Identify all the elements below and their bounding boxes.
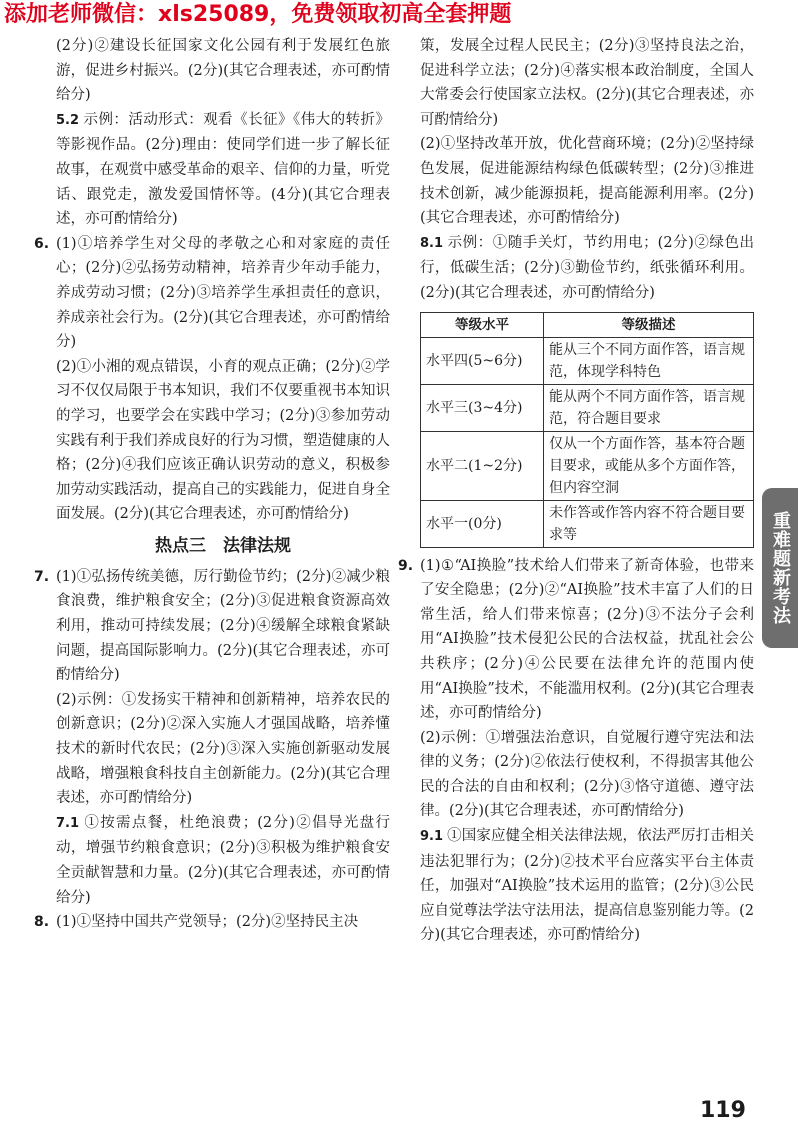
table-row [421,500,754,547]
question-number: 7. [34,568,50,585]
table-row [421,431,754,500]
description-cell: 能从两个不同方面作答，语言规范，符合题目要求 [544,384,754,431]
description-cell: 能从三个不同方面作答，语言规范，体现学科特色 [544,337,754,384]
sub-question-number: 9.1 [420,829,444,845]
section-title: 热点三 法律法规 [155,535,291,556]
side-tab-label: 重难题新考法 [770,511,791,625]
description-cell: 未作答或作答内容不符合题目要求等 [544,500,754,547]
level-cell: 水平二(1~2分) [421,431,544,500]
answer-8-1 [420,231,754,306]
question-number: 9. [398,557,414,574]
question-7 [34,565,390,811]
question-number: 8. [34,914,50,931]
answer-text: 示例：活动形式：观看《长征》《伟大的转折》等影视作品。(2分)理由：使同学们进一步了解长征故事，在观赏中感受革命的艰辛、信仰的力量，听党话、跟党走，激发爱国情怀等。(4分)(其它合理表述，亦可酌情给分) [56,111,390,228]
question-6 [34,232,390,527]
answer-part-2: (2)示例：①增强法治意识，自觉履行遵守宪法和法律的义务；(2分)②依法行使权利，不得损害其他公民的合法的自由和权利；(2分)③恪守道德、遵守法律。(2分)(其它合理表述，亦可酌情给分) [420,729,754,820]
level-cell: 水平四(5~6分) [421,337,544,384]
answer-part-1: (1)①弘扬传统美德，厉行勤俭节约；(2分)②减少粮食浪费，维护粮食安全；(2分)③促进粮食资源高效利用，推动可持续发展；(2分)④缓解全球粮食紧缺问题，提高国际影响力。(2分)(其它合理表述，亦可酌情给分) [56,568,390,684]
question-9 [398,554,754,825]
right-column [398,34,754,948]
answer-8-continued: 策，发展全过程人民民主；(2分)③坚持良法之治，促进科学立法；(2分)④落实根本政治制度，全国人大常委会行使国家立法权。(2分)(其它合理表述，亦可酌情给分) [420,38,754,128]
grading-table [420,312,754,548]
question-8 [34,910,390,935]
promo-banner: 添加老师微信：xls25089，免费领取初高全套押题 [4,2,512,27]
question-number: 6. [34,235,50,252]
section-side-tab [762,488,798,648]
answer-paragraph: (2分)②建设长征国家文化公园有利于发展红色旅游，促进乡村振兴。(2分)(其它合理表述，亦可酌情给分) [56,38,390,104]
table-row [421,384,754,431]
sub-question-number: 8.1 [420,235,444,251]
answer-part-2: (2)示例：①发扬实干精神和创新精神，培养农民的创新意识；(2分)②深入实施人才强国战略，培养懂技术的新时代农民；(2分)③深入实施创新驱动发展战略，增强粮食科技自主创新能力。(2分)(其它合理表述，亦可酌情给分) [56,691,390,807]
answer-5-2 [56,108,390,232]
answer-text: 示例：①随手关灯，节约用电；(2分)②绿色出行，低碳生活；(2分)③勤俭节约，纸张循环利用。(2分)(其它合理表述，亦可酌情给分) [420,234,754,301]
left-column [34,34,390,935]
answer-part-1: (1)①“AI换脸”技术给人们带来了新奇体验，也带来了安全隐患；(2分)②“AI换脸”技术丰富了人们的日常生活，给人们带来惊喜；(2分)③不法分子会利用“AI换脸”技术侵犯公民的合法权益，扰乱社会公共秩序；(2分)④公民要在法律允许的范围内使用“AI换脸”技术，不能滥用权利。(2分)(其它合理表述，亦可酌情给分) [420,557,754,722]
table-header: 等级水平 [421,312,544,337]
table-header-row [421,312,754,337]
answer-8-part-2: (2)①坚持改革开放，优化营商环境；(2分)②坚持绿色发展，促进能源结构绿色低碳转型；(2分)③推进技术创新，减少能源损耗，提高能源利用率。(2分)(其它合理表述，亦可酌情给分) [420,136,754,227]
table-header: 等级描述 [544,312,754,337]
page-number: 119 [700,1098,746,1123]
answer-part-1-start: (1)①坚持中国共产党领导；(2分)②坚持民主决 [56,914,359,931]
sub-question-number: 5.2 [56,112,80,128]
level-cell: 水平一(0分) [421,500,544,547]
answer-part-1: (1)①培养学生对父母的孝敬之心和对家庭的责任心；(2分)②弘扬劳动精神，培养青少年动手能力，养成劳动习惯；(2分)③培养学生承担责任的意识，养成亲社会行为。(2分)(其它合理表述，亦可酌情给分) [56,235,390,351]
description-cell: 仅从一个方面作答，基本符合题目要求，或能从多个方面作答，但内容空洞 [544,431,754,500]
answer-part-2: (2)①小湘的观点错误，小育的观点正确；(2分)②学习不仅仅局限于书本知识，我们不仅要重视书本知识的学习，也要学会在实践中学习；(2分)③参加劳动实践有利于我们养成良好的行为习惯，塑造健康的人格；(2分)④我们应该正确认识劳动的意义，积极参加劳动实践活动，提高自己的实践能力，促进自身全面发展。(2分)(其它合理表述，亦可酌情给分) [56,358,390,523]
answer-9-1 [420,824,754,948]
level-cell: 水平三(3~4分) [421,384,544,431]
sub-question-number: 7.1 [56,815,80,831]
answer-text: ①按需点餐，杜绝浪费；(2分)②倡导光盘行动，增强节约粮食意识；(2分)③积极为维护粮食安全贡献智慧和力量。(2分)(其它合理表述，亦可酌情给分) [56,814,390,906]
table-row [421,337,754,384]
answer-7-1 [56,811,390,910]
answer-text: ①国家应健全相关法律法规，依法严厉打击相关违法犯罪行为；(2分)②技术平台应落实平台主体责任，加强对“AI换脸”技术运用的监管；(2分)③公民应自觉尊法学法守法用法，提高信息鉴别能力等。(2分)(其它合理表述，亦可酌情给分) [420,828,754,944]
